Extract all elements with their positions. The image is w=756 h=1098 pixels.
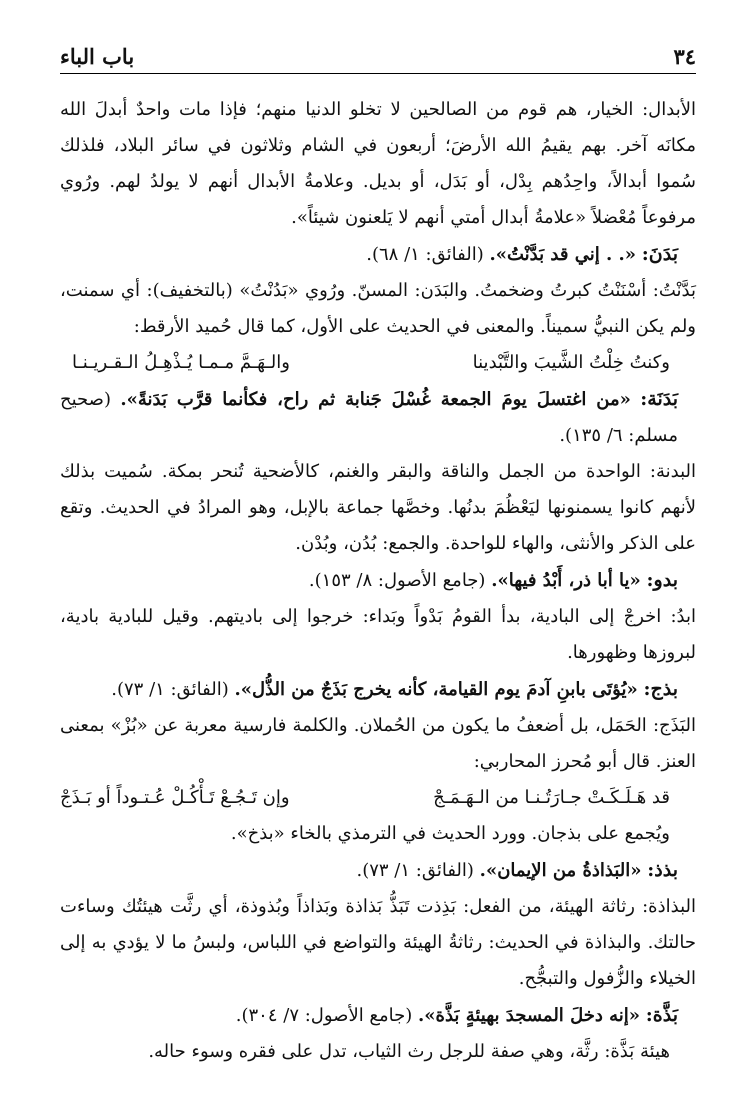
- citation: (جامع الأصول: ٧/ ٣٠٤).: [235, 1005, 413, 1026]
- paragraph-ubdu: ابدُ: اخرجْ إلى البادية، بدأ القومُ بَدْواً وبَداء: خرجوا إلى باديتهم. وقيل للبادية بادية، لبروزها وظهورها.: [60, 606, 696, 663]
- entry-badhdhah: [60, 997, 696, 1034]
- hadith-quote: «يا أبا ذر، أَبْدُ فيها».: [491, 570, 641, 591]
- paragraph-abdal: الأبدال: الخيار، هم قوم من الصالحين لا تخلو الدنيا منهم؛ فإذا مات واحدٌ أبدلَ الله مكانَه آخر. بهم يقيمُ الله الأرضَ؛ أربعون في الشام وثلاثون في سائر البلاد، فلذلك سُموا أبدالاً، واحِدُهم بِدْل، أو بَدَل، أو بديل. وعلامةُ الأبدال أنهم لا يولدُ لهم. ورُوي مرفوعاً مُعْضلاً «علامةُ أبدال أمتي أنهم لا يَلعنون شيئاً».: [60, 99, 696, 228]
- paragraph-albadhadhah: البذاذة: رثاثة الهيئة، من الفعل: بَذِذت تَبَذُّ بَذاذة وبَذاذاً وبُذوذة، أي رثَّت هيئتُك وساءت حالتك. والبذاذة في الحديث: رثاثةُ الهيئة والتواضع في اللباس، ولبسُ ما لا يؤدي به إلى الخيلاء والزُّفول والتبجُّح.: [60, 896, 696, 989]
- hadith-quote: «البَذاذةُ من الإيمان».: [479, 860, 642, 881]
- paragraph-hayah-badhdhah: هيئة بَذَّة: رثَّة، وهي صفة للرجل رث الثياب، تدل على فقره وسوء حاله.: [148, 1041, 670, 1062]
- entry-badhadh: [60, 852, 696, 889]
- hadith-quote: «. . إني قد بَدَّنْتُ».: [489, 244, 637, 265]
- hadith-quote: «إنه دخلَ المسجدَ بهيئةٍ بَذَّة».: [418, 1005, 641, 1026]
- citation: (الفائق: ١/ ٦٨).: [366, 244, 484, 265]
- header-rule: [60, 73, 696, 74]
- citation: (جامع الأصول: ٨/ ١٥٣).: [308, 570, 486, 591]
- poem-verse-2: [60, 780, 696, 816]
- entry-badw: [60, 562, 696, 599]
- citation: (الفائق: ١/ ٧٣).: [356, 860, 474, 881]
- entry-badana: [60, 236, 696, 273]
- entry-badhj: [60, 671, 696, 708]
- verse-second-half: والـهَـمَّ مـمـا يُـذْهِـلُ الـقـريـنـا: [72, 352, 290, 373]
- citation: (صحيح مسلم: ٦/ ١٣٥).: [60, 389, 678, 446]
- paragraph-plural-note: ويُجمع على بذجان. وورد الحديث في الترمذي بالخاء «بذخ».: [230, 823, 670, 844]
- entry-headword: بذج:: [643, 678, 678, 700]
- poem-verse-1: [60, 345, 696, 381]
- entry-headword: بَذَّة:: [645, 1004, 678, 1026]
- page-header: [60, 44, 696, 73]
- paragraph-baddantu: بَدَّنْتُ: أسْنَنْتُ كبرتُ وضخمتُ. والبَدَن: المسنّ. ورُوي «بَدُنْتُ» (بالتخفيف): أي سمنت، ولم يكن النبيُّ سميناً. والمعنى في الحديث على الأول، كما قال حُميد الأرقط:: [60, 280, 696, 337]
- entry-headword: بدو:: [646, 569, 678, 591]
- entry-headword: بذذ:: [647, 859, 678, 881]
- verse-first-half: وكنتُ خِلْتُ الشَّيبَ والتَّبْدينا: [472, 352, 670, 373]
- verse-first-half: قد هَـلَـكَـتْ جـارَتُـنـا من الـهَـمَـجْ: [433, 787, 670, 808]
- paragraph-albadanah: البدنة: الواحدة من الجمل والناقة والبقر والغنم، كالأضحية تُنحر بمكة. سُميت بذلك لأنهم كانوا يسمنونها ليَعْظُمَ بدنُها. وخصَّها جماعة بالإبل، وهو المرادُ في الحديث. وتقع على الذكر والأنثى، والهاء للواحدة. والجمع: بُدُن، وبُدْن.: [60, 461, 696, 554]
- verse-second-half: وإن تَـجُـعْ تَـأْكُـلْ عُـتـوداً أو بَـذَجْ: [60, 787, 290, 808]
- hadith-quote: «يُؤتَى بابنِ آدمَ يوم القيامة، كأنه يخرج بَذَجٌ من الذُّل».: [234, 679, 638, 700]
- entry-headword: بَدَنَ:: [641, 243, 678, 265]
- entry-headword: بَدَنَة:: [640, 388, 678, 410]
- entry-badanah: [60, 381, 696, 454]
- citation: (الفائق: ١/ ٧٣).: [111, 679, 229, 700]
- page-body: [60, 92, 696, 1070]
- page-number: ٣٤: [673, 44, 696, 69]
- paragraph-albadhaj: البَذَج: الحَمَل، بل أضعفُ ما يكون من الحُملان. والكلمة فارسية معربة عن «بُزْ» بمعنى العنز. قال أبو مُحرز المحاربي:: [60, 715, 696, 772]
- hadith-quote: «من اغتسلَ يومَ الجمعة غُسْلَ جَنابة ثم راح، فكأنما قرَّب بَدَنةً».: [120, 389, 631, 410]
- chapter-title: باب الباء: [60, 44, 135, 69]
